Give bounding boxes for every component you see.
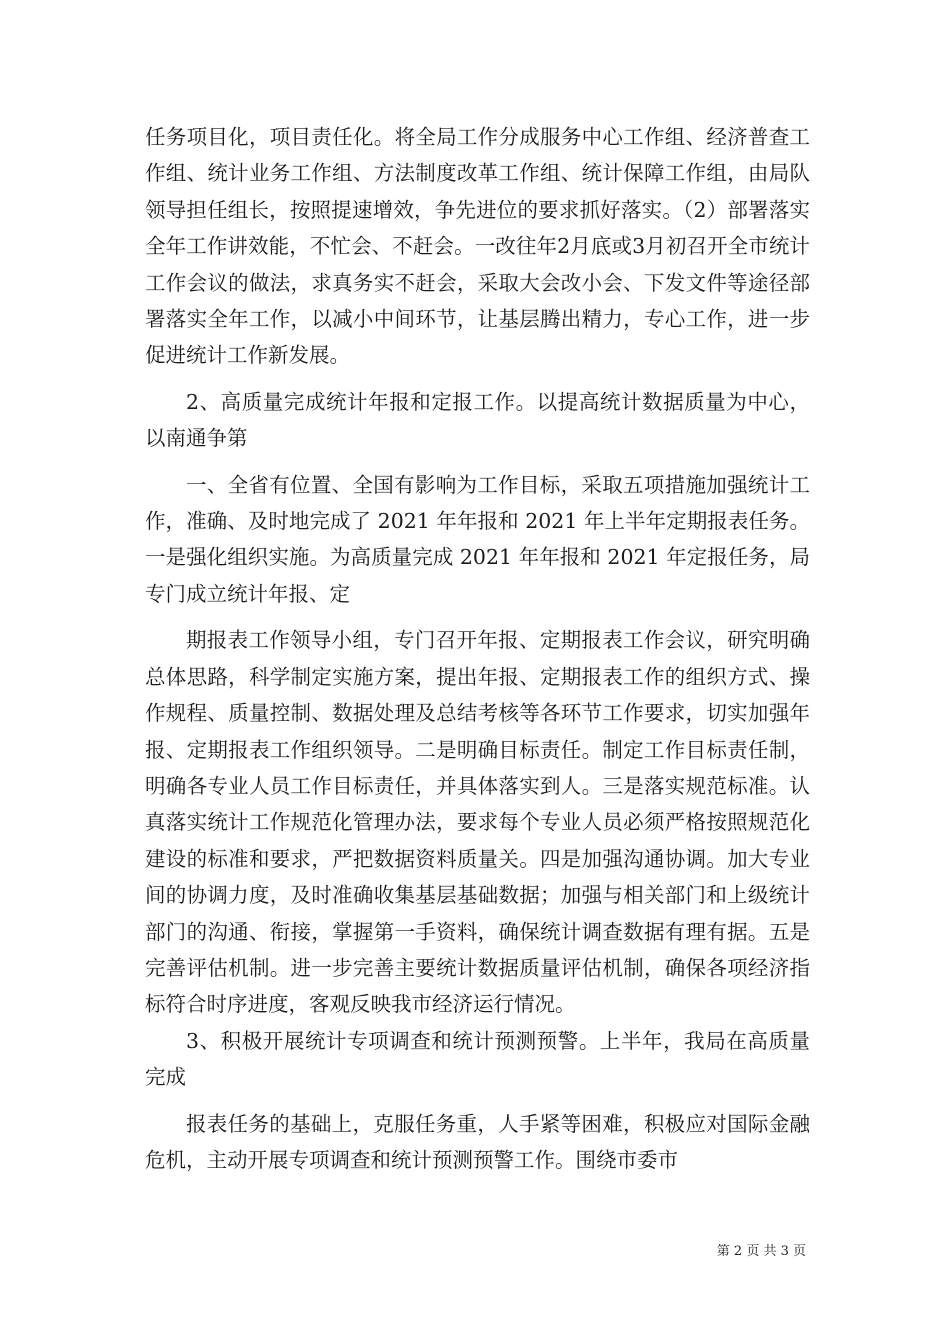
paragraph-5: 3、积极开展统计专项调查和统计预测预警。上半年，我局在高质量完成: [145, 1028, 810, 1090]
paragraph-6: 报表任务的基础上，克服任务重，人手紧等困难，积极应对国际金融危机，主动开展专项调查和统计预测预警工作。围绕市委市: [145, 1111, 810, 1172]
page-number-footer: 第 2 页 共 3 页: [716, 1244, 806, 1259]
paragraph-3: 一、全省有位置、全国有影响为工作目标，采取五项措施加强统计工作，准确、及时地完成了 2021 年年报和 2021 年上半年定期报表任务。一是强化组织实施。为高质量完成 2021 年年报和 2021 年定报任务，局专门成立统计年报、定: [145, 472, 810, 606]
paragraph-2: 2、高质量完成统计年报和定报工作。以提高统计数据质量为中心，以南通争第: [145, 389, 810, 451]
document-body: [145, 119, 810, 1178]
paragraph-4: 期报表工作领导小组，专门召开年报、定期报表工作会议，研究明确总体思路，科学制定实施方案，提出年报、定期报表工作的组织方式、操作规程、质量控制、数据处理及总结考核等各环节工作要求，切实加强年报、定期报表工作组织领导。二是明确目标责任。制定工作目标责任制，明确各专业人员工作目标责任，并具体落实到人。三是落实规范标准。认真落实统计工作规范化管理办法，要求每个专业人员必须严格按照规范化建设的标准和要求，严把数据资料质量关。四是加强沟通协调。加大专业间的协调力度，及时准确收集基层基础数据；加强与相关部门和上级统计部门的沟通、衔接，掌握第一手资料，确保统计调查数据有理有据。五是完善评估机制。进一步完善主要统计数据质量评估机制，确保各项经济指标符合时序进度，客观反映我市经济运行情况。: [145, 628, 810, 1017]
paragraph-1: 任务项目化，项目责任化。将全局工作分成服务中心工作组、经济普查工作组、统计业务工作组、方法制度改革工作组、统计保障工作组，由局队领导担任组长，按照提速增效，争先进位的要求抓好落实。（2）部署落实全年工作讲效能，不忙会、不赶会。一改往年2月底或3月初召开全市统计工作会议的做法，求真务实不赶会，采取大会改小会、下发文件等途径部署落实全年工作，以减小中间环节，让基层腾出精力，专心工作，进一步促进统计工作新发展。: [145, 125, 810, 368]
